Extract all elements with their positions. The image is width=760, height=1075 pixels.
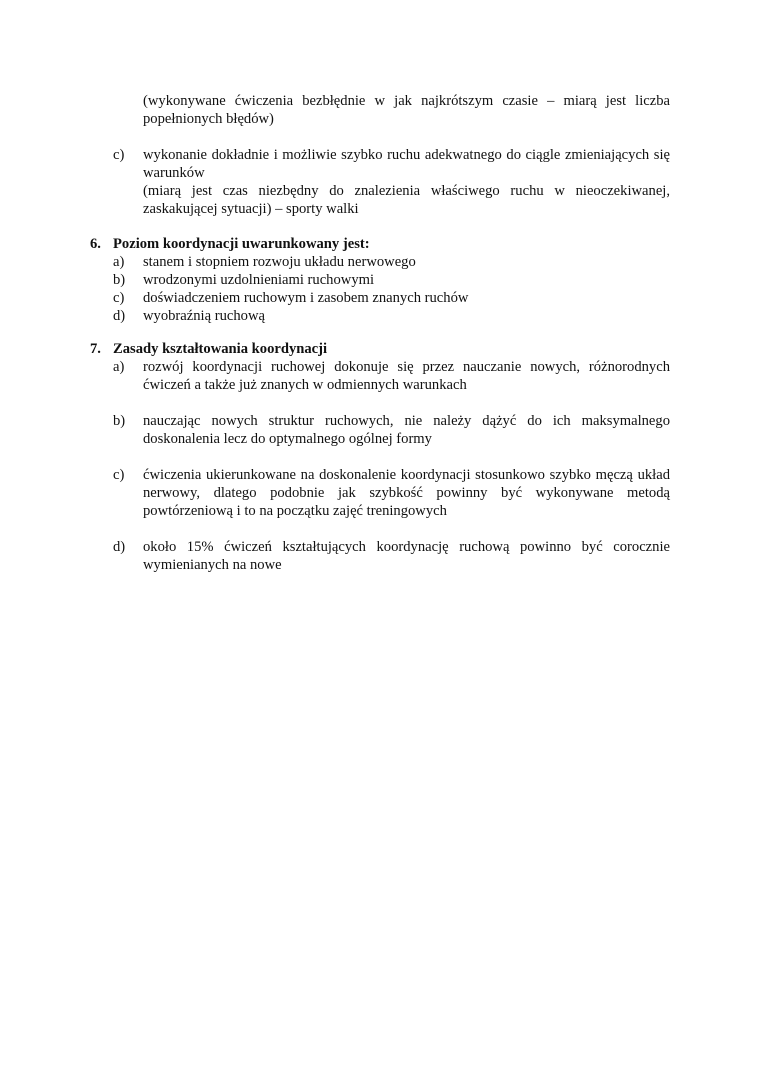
list-item-text: ćwiczenia ukierunkowane na doskonalenie koordynacji stosunkowo szybko męczą układ nerwowy, dlatego podobnie jak szybkość powinny być wykonywane metodą powtórzeniową i to na początku zajęć treningowych (143, 467, 670, 519)
list-marker: b) (113, 272, 126, 288)
section-number: 7. (90, 341, 101, 357)
section-number: 6. (90, 236, 101, 252)
list-item-text: stanem i stopniem rozwoju układu nerwowego (143, 254, 416, 270)
list-marker: c) (113, 147, 125, 163)
list-item-text: nauczając nowych struktur ruchowych, nie należy dążyć do ich maksymalnego doskonalenia lecz do optymalnego ogólnej formy (143, 413, 670, 447)
spacer (90, 520, 670, 538)
continuation-paragraph: (wykonywane ćwiczenia bezbłędnie w jak najkrótszym czasie – miarą jest liczba popełnionych błędów) (143, 93, 670, 127)
list-item (113, 412, 670, 448)
spacer (90, 394, 670, 412)
list-item (113, 307, 670, 325)
list-item-text: wykonanie dokładnie i możliwie szybko ruchu adekwatnego do ciągle zmieniających się warunków (143, 147, 670, 181)
section-title: Poziom koordynacji uwarunkowany jest: (113, 236, 370, 252)
section-title: Zasady kształtowania koordynacji (113, 341, 328, 357)
list-item (113, 358, 670, 394)
list-marker: a) (113, 254, 125, 270)
list-item-note: (miarą jest czas niezbędny do znalezienia właściwego ruchu w nieoczekiwanej, zaskakującej sytuacji) – sporty walki (143, 183, 670, 217)
section-6 (90, 235, 670, 325)
list-item (113, 253, 670, 271)
list-marker: b) (113, 413, 126, 429)
list-marker: d) (113, 308, 126, 324)
list-item-text: rozwój koordynacji ruchowej dokonuje się przez nauczanie nowych, różnorodnych ćwiczeń a także już znanych w odmiennych warunkach (143, 359, 670, 393)
list-marker: a) (113, 359, 125, 375)
list-item (113, 466, 670, 520)
list-item (113, 271, 670, 289)
list-item-text: doświadczeniem ruchowym i zasobem znanych ruchów (143, 290, 469, 306)
list-item-text: wyobraźnią ruchową (143, 308, 265, 324)
list-item-c-top (113, 146, 670, 218)
list-marker: c) (113, 467, 125, 483)
section-heading (90, 235, 670, 253)
list-marker: d) (113, 539, 126, 555)
spacer (90, 448, 670, 466)
list-marker: c) (113, 290, 125, 306)
list-item-text: około 15% ćwiczeń kształtujących koordynację ruchową powinno być corocznie wymienianych na nowe (143, 539, 670, 573)
list-item (113, 289, 670, 307)
list-item-text: wrodzonymi uzdolnieniami ruchowymi (143, 272, 375, 288)
section-7 (90, 340, 670, 574)
list-item (113, 538, 670, 574)
section-heading (90, 340, 670, 358)
